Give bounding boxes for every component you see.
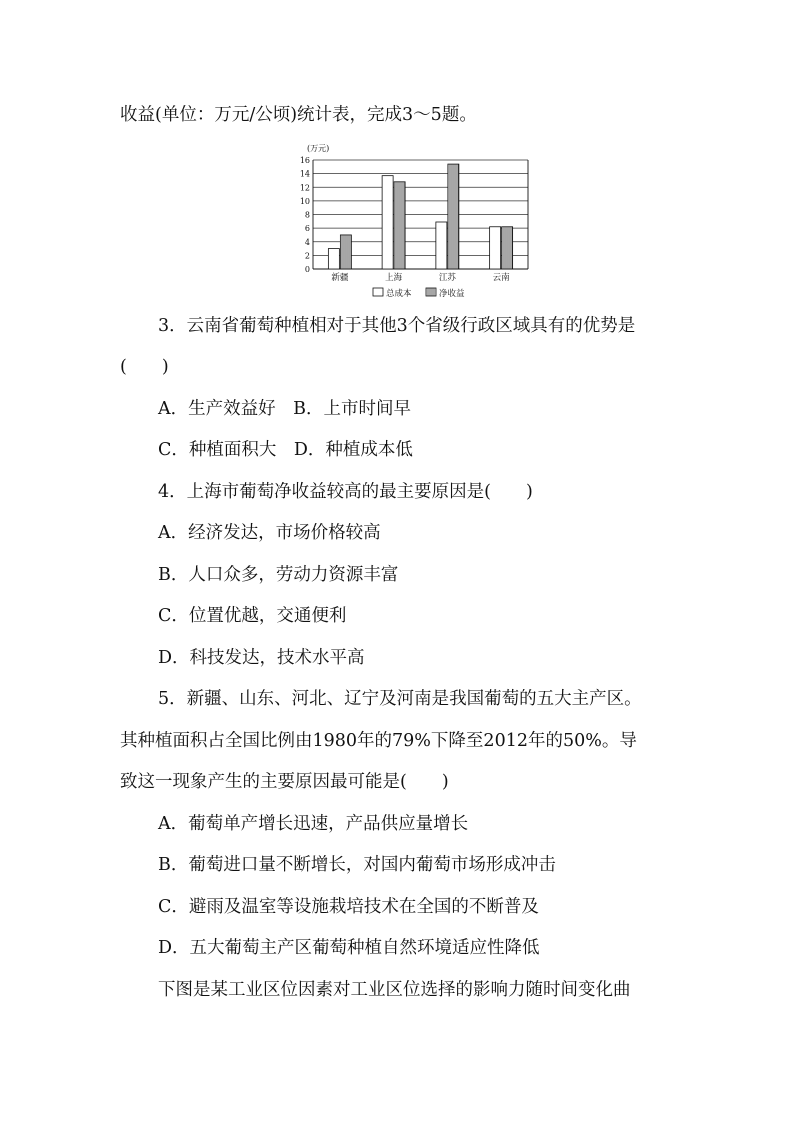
- x-category-label: 新疆: [331, 273, 349, 283]
- question-5-option-d: D．五大葡萄主产区葡萄种植自然环境适应性降低: [158, 938, 540, 958]
- bar-chart-svg: [295, 140, 535, 302]
- x-category-label: 云南: [492, 273, 510, 283]
- bar-net-income: [448, 164, 459, 269]
- question-4-option-a: A．经济发达，市场价格较高: [158, 523, 381, 543]
- question-3-answer-blank: ( ): [120, 357, 169, 377]
- legend-label: 总成本: [386, 289, 412, 299]
- intro-text: 收益(单位：万元/公顷)统计表，完成3～5题。: [120, 105, 477, 125]
- question-5-option-b: B．葡萄进口量不断增长，对国内葡萄市场形成冲击: [158, 855, 556, 875]
- y-tick-label: 10: [299, 196, 310, 206]
- y-tick-label: 8: [304, 210, 310, 220]
- question-4-option-d: D．科技发达，技术水平高: [158, 648, 365, 668]
- bar-net-income: [394, 182, 405, 269]
- question-4-option-c: C．位置优越，交通便利: [158, 606, 347, 626]
- y-tick-label: 14: [299, 169, 310, 179]
- y-tick-label: 12: [299, 183, 310, 193]
- y-tick-label: 16: [299, 156, 310, 165]
- bar-chart: [295, 140, 535, 302]
- y-tick-label: 4: [304, 237, 310, 247]
- question-3-options-cd: C．种植面积大 D．种植成本低: [158, 440, 413, 460]
- bar-total-cost: [382, 176, 393, 269]
- legend-label: 净收益: [439, 289, 465, 299]
- y-tick-label: 2: [304, 251, 310, 261]
- y-tick-label: 0: [304, 265, 310, 274]
- y-tick-label: 6: [304, 224, 310, 234]
- question-5-stem-line1: 5．新疆、山东、河北、辽宁及河南是我国葡萄的五大主产区。: [158, 689, 642, 709]
- question-5-stem-line2: 其种植面积占全国比例由1980年的79%下降至2012年的50%。导: [120, 731, 637, 751]
- legend-swatch: [373, 288, 383, 296]
- question-4-stem: 4．上海市葡萄净收益较高的最主要原因是( ): [158, 482, 533, 502]
- question-3-options-ab: A．生产效益好 B．上市时间早: [158, 399, 411, 419]
- bar-total-cost: [490, 227, 501, 269]
- question-5-option-a: A．葡萄单产增长迅速，产品供应量增长: [158, 814, 469, 834]
- x-category-label: 上海: [385, 273, 403, 283]
- question-4-option-b: B．人口众多，劳动力资源丰富: [158, 565, 399, 585]
- bar-total-cost: [436, 222, 447, 269]
- question-5-stem-line3: 致这一现象产生的主要原因最可能是( ): [120, 772, 449, 792]
- trailing-text: 下图是某工业区位因素对工业区位选择的影响力随时间变化曲: [158, 980, 631, 1000]
- legend-swatch: [426, 288, 436, 296]
- bar-net-income: [340, 235, 351, 269]
- question-3-stem: 3．云南省葡萄种植相对于其他3个省级行政区域具有的优势是: [158, 316, 636, 336]
- question-5-option-c: C．避雨及温室等设施栽培技术在全国的不断普及: [158, 897, 539, 917]
- x-category-label: 江苏: [438, 273, 456, 283]
- bar-net-income: [502, 227, 513, 269]
- bar-total-cost: [328, 249, 339, 269]
- y-unit-label: (万元): [307, 144, 330, 153]
